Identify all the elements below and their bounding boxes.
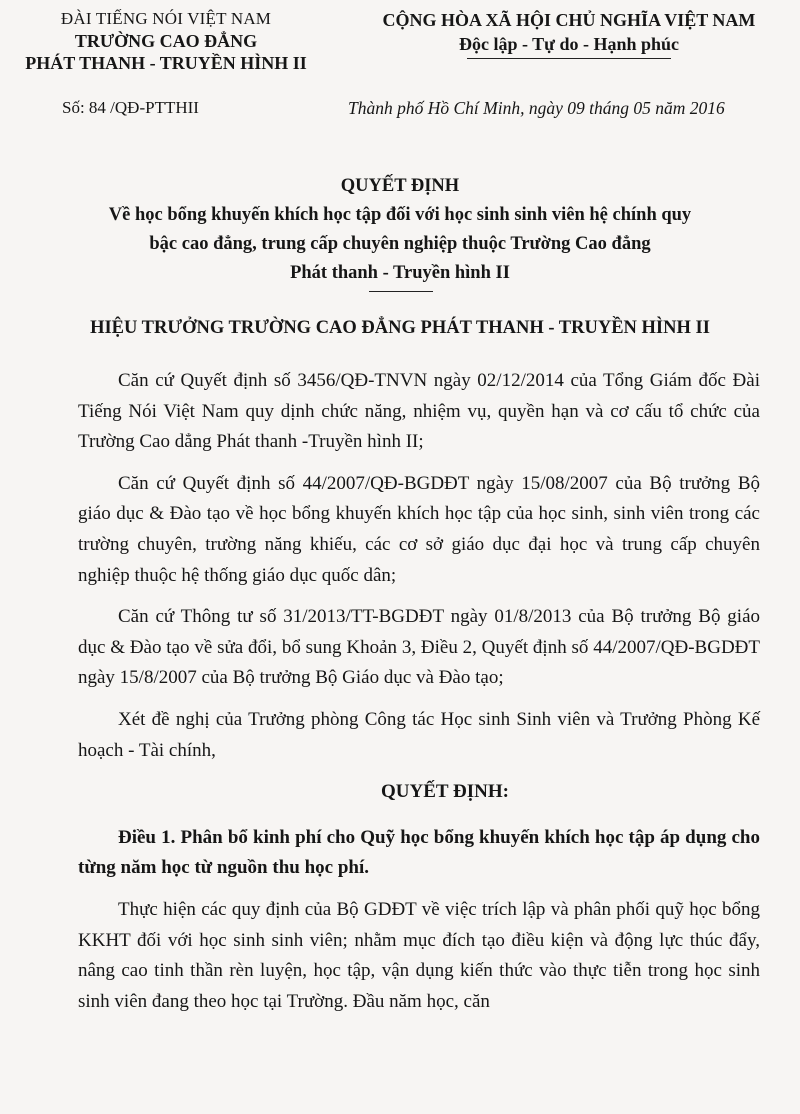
paragraph-basis-1: Căn cứ Quyết định số 3456/QĐ-TNVN ngày 02/12/2014 của Tổng Giám đốc Đài Tiếng Nói Việt Nam quy dịnh chức năng, nhiệm vụ, quyền hạn và cơ cấu tổ chức của Trường Cao dẳng Phát thanh -Truyền hình II; (78, 370, 760, 453)
title-main: QUYẾT ĐỊNH (340, 176, 460, 196)
issuer-header (16, 8, 316, 74)
school-name-line1: TRƯỜNG CAO ĐẲNG (74, 31, 258, 51)
agency-name: ĐÀI TIẾNG NÓI VIỆT NAM (60, 9, 272, 28)
nation-name: CỘNG HÒA XÃ HỘI CHỦ NGHĨA VIỆT NAM (382, 10, 756, 30)
paragraph-article-1: Thực hiện các quy định của Bộ GDĐT về việc trích lập và phân phối quỹ học bổng KKHT đối với học sinh sinh viên; nhằm mục đích tạo điều kiện và động lực thúc đẩy, nâng cao tinh thần rèn luyện, học tập, vận dụng kiến thức vào thực tiễn trong học sinh sinh viên đang theo học tại Trường. Đầu năm học, căn (78, 898, 760, 1012)
document-number: Số: 84 /QĐ-PTTHII (62, 98, 199, 117)
national-header (346, 8, 792, 58)
issuing-authority: HIỆU TRƯỞNG TRƯỜNG CAO ĐẲNG PHÁT THANH - TRUYỀN HÌNH II (90, 318, 710, 338)
document-title (40, 172, 760, 288)
place-and-date: Thành phố Hồ Chí Minh, ngày 09 tháng 05 năm 2016 (348, 98, 725, 118)
document-body (78, 366, 760, 1028)
paragraph-basis-3: Căn cứ Thông tư số 31/2013/TT-BGDĐT ngày 01/8/2013 của Bộ trưởng Bộ giáo dục & Đào tạo về sửa đổi, bổ sung Khoản 3, Điều 2, Quyết định số 44/2007/QĐ-BGDĐT ngày 15/8/2007 của Bộ trưởng Bộ Giáo dục và Đào tạo; (78, 606, 760, 689)
title-line-1: Về học bổng khuyến khích học tập đối với học sinh sinh viên hệ chính quy (108, 205, 692, 225)
title-line-2: bậc cao đẳng, trung cấp chuyên nghiệp thuộc Trường Cao đẳng (149, 234, 651, 254)
paragraph-proposal: Xét đề nghị của Trưởng phòng Công tác Học sinh Sinh viên và Trưởng Phòng Kế hoạch - Tài chính, (78, 708, 760, 761)
title-divider (369, 291, 433, 292)
paragraph-basis-2: Căn cứ Quyết định số 44/2007/QĐ-BGDĐT ngày 15/08/2007 của Bộ trưởng Bộ giáo dục & Đào tạo về học bổng khuyến khích học tập của học sinh, sinh viên trong các trường chuyên, trường năng khiếu, các cơ sở giáo dục đại học và trung cấp chuyên nghiệp thuộc hệ thống giáo dục quốc dân; (78, 472, 760, 586)
school-name-line2: PHÁT THANH - TRUYỀN HÌNH II (25, 53, 307, 73)
national-motto: Độc lập - Tự do - Hạnh phúc (458, 34, 680, 54)
decision-heading: QUYẾT ĐỊNH: (381, 781, 509, 803)
title-line-3: Phát thanh - Truyền hình II (290, 263, 510, 283)
article-1-heading: Điều 1. Phân bổ kinh phí cho Quỹ học bổng khuyến khích học tập áp dụng cho từng năm học từ nguồn thu học phí. (78, 826, 760, 879)
